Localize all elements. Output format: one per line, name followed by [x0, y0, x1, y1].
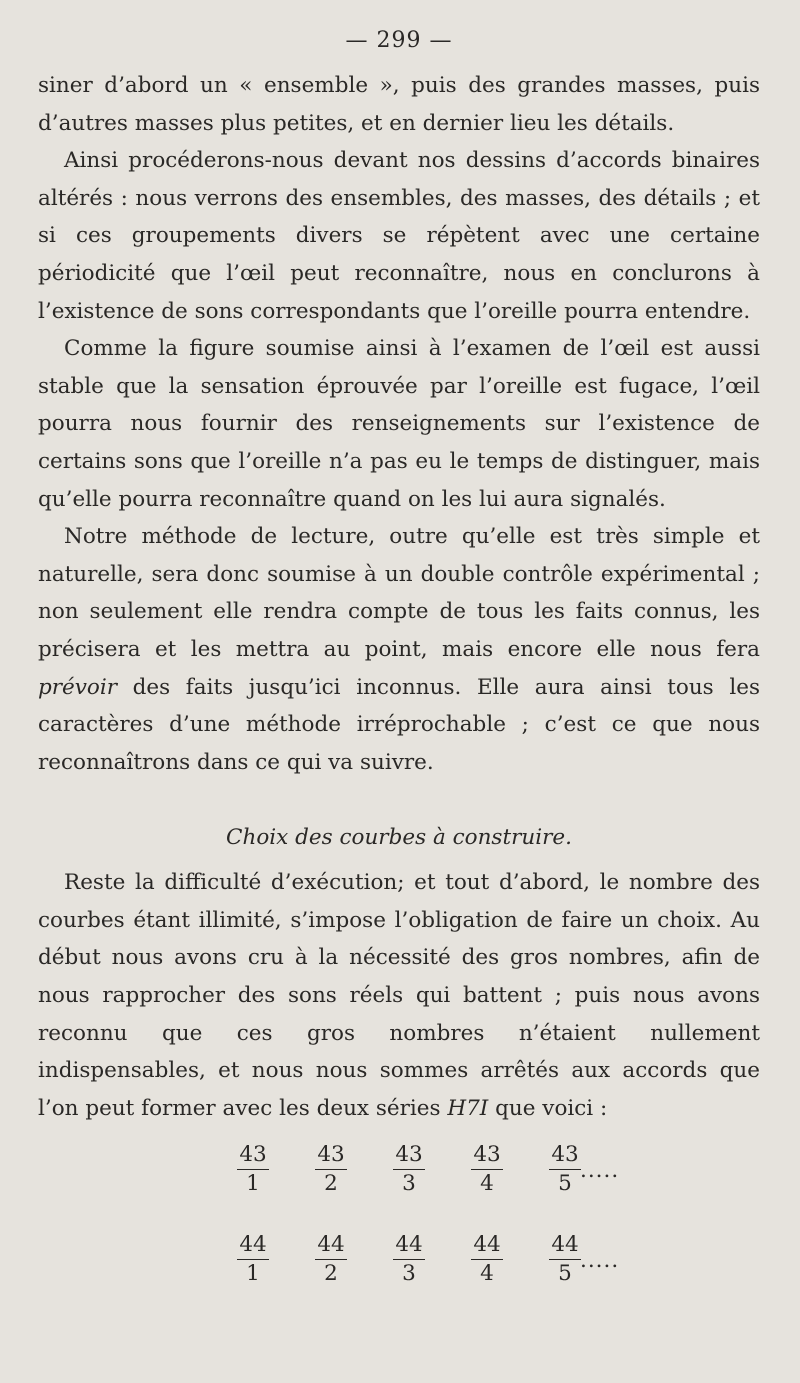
fraction-numerator: 43: [471, 1141, 502, 1170]
fraction-numerator: 43: [393, 1141, 424, 1170]
fraction-denominator: 2: [324, 1261, 338, 1287]
fraction-numerator: 43: [549, 1141, 580, 1170]
fraction-denominator: 4: [480, 1261, 494, 1287]
paragraph-1: siner d’abord un « ensemble », puis des grandes masses, puis d’autres masses plus petites, et en dernier lieu les détails.: [38, 73, 760, 136]
fraction-numerator: 44: [393, 1231, 424, 1260]
fraction-numerator: 43: [315, 1141, 346, 1170]
fraction-denominator: 5: [558, 1261, 572, 1287]
paragraph-5-emphasis: H7I: [447, 1095, 489, 1121]
fraction: [370, 1231, 448, 1288]
fraction: [370, 1141, 448, 1198]
fraction-series: [214, 1141, 760, 1321]
fraction-denominator: 4: [480, 1171, 494, 1197]
page-number: — 299 —: [345, 28, 453, 53]
paragraph-5-text-b: que voici :: [488, 1095, 608, 1121]
fraction-numerator: 44: [237, 1231, 268, 1260]
paragraph-4: [38, 518, 760, 781]
fraction-denominator: 1: [246, 1171, 260, 1197]
fraction: [292, 1141, 370, 1198]
fraction-row-43: [214, 1141, 760, 1231]
fraction-numerator: 43: [237, 1141, 268, 1170]
fraction: [214, 1141, 292, 1198]
fraction: [292, 1231, 370, 1288]
paragraph-5: [38, 864, 760, 1127]
paragraph-4-text-b: des faits jusqu’ici inconnus. Elle aura ainsi tous les caractères d’une méthode irréprochable ; c’est ce que nous reconnaîtrons dans ce qui va suivre.: [38, 674, 760, 775]
fraction: [448, 1231, 526, 1288]
paragraph-3: Comme la figure soumise ainsi à l’examen de l’œil est aussi stable que la sensation éprouvée par l’oreille est fugace, l’œil pourra nous fournir des renseignements sur l’existence de certains sons que l’oreille n’a pas eu le temps de distinguer, mais qu’elle pourra reconnaître quand on les lui aura signalés.: [38, 336, 760, 512]
paragraph-4-emphasis: prévoir: [38, 674, 118, 700]
fraction: [448, 1141, 526, 1198]
section-heading: Choix des courbes à construire.: [226, 825, 572, 851]
fraction-row-44: [214, 1231, 760, 1321]
fraction-numerator: 44: [315, 1231, 346, 1260]
paragraph-5-text-a: Reste la difficulté d’exécution; et tout d’abord, le nombre des courbes étant illimité, s’impose l’obligation de faire un choix. Au début nous avons cru à la nécessité des gros nombres, afin de nous rapprocher des sons réels qui battent ; puis nous avons reconnu que ces gros nombres n’étaient nullement indispensables, et nous nous sommes arrêtés aux accords que l’on peut former avec les deux séries: [38, 870, 760, 1121]
fraction-denominator: 1: [246, 1261, 260, 1287]
fraction-denominator: 2: [324, 1171, 338, 1197]
paragraph-2: Ainsi procéderons-nous devant nos dessins d’accords binaires altérés : nous verrons des ensembles, des masses, des détails ; et si ces groupements divers se répètent avec une certaine périodicité que l’œil peut reconnaître, nous en conclurons à l’existence de sons correspondants que l’oreille pourra entendre.: [38, 148, 760, 324]
fraction-denominator: 5: [558, 1171, 572, 1197]
paragraph-4-text-a: Notre méthode de lecture, outre qu’elle est très simple et naturelle, sera donc soumise à un double contrôle expérimental ; non seulement elle rendra compte de tous les faits connus, les précisera et les mettra au point, mais encore elle nous fera: [38, 524, 760, 662]
fraction: [214, 1231, 292, 1288]
series-ellipsis: .....: [580, 1158, 620, 1184]
series-ellipsis: .....: [580, 1248, 620, 1274]
fraction-denominator: 3: [402, 1171, 416, 1197]
fraction-numerator: 44: [549, 1231, 580, 1260]
fraction-denominator: 3: [402, 1261, 416, 1287]
fraction-numerator: 44: [471, 1231, 502, 1260]
